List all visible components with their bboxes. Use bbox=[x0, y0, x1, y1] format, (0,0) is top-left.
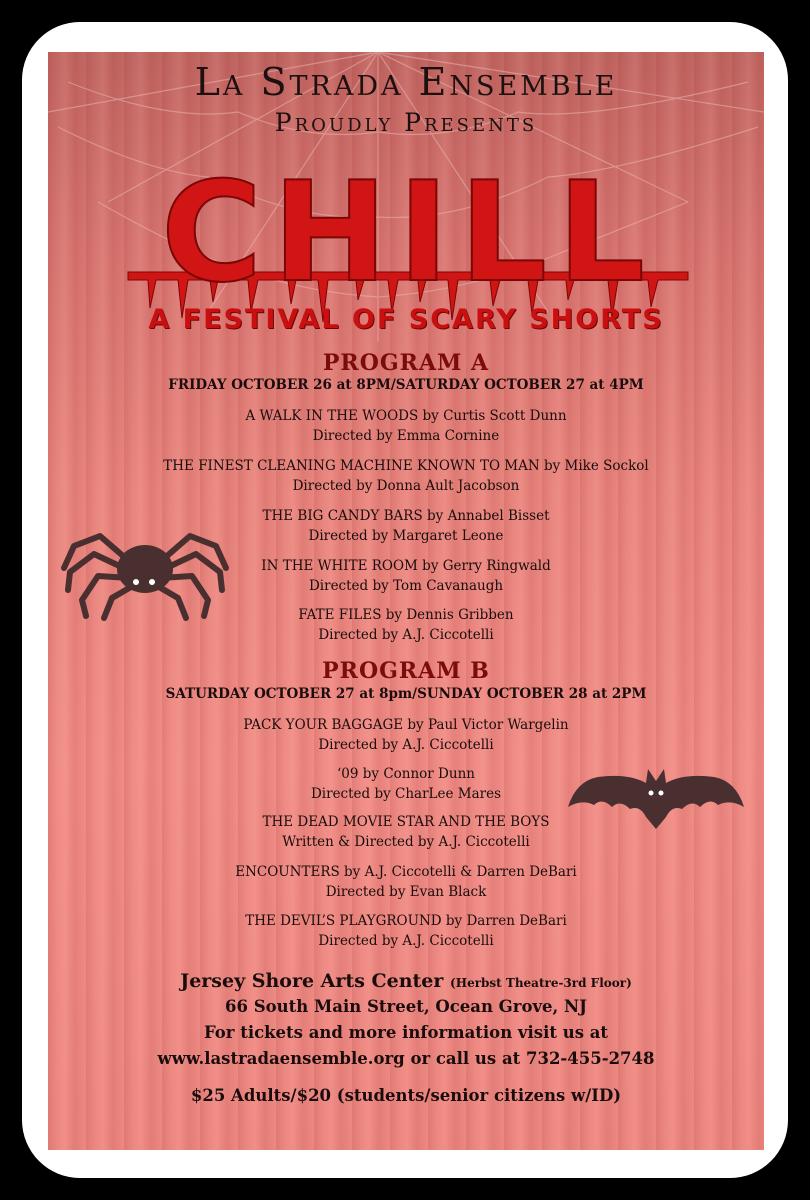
spider-icon bbox=[60, 524, 230, 624]
program-a-play-2 bbox=[48, 456, 764, 496]
tickets-info: For tickets and more information visit us at bbox=[203, 1023, 609, 1042]
play-director: Written & Directed by A.J. Ciccotelli bbox=[282, 834, 530, 850]
chill-text: CHILL bbox=[161, 162, 655, 313]
play-director: Directed by A.J. Ciccotelli bbox=[318, 933, 494, 949]
program-a-title: PROGRAM A bbox=[322, 350, 490, 376]
play-director: Directed by Margaret Leone bbox=[308, 528, 504, 544]
play-director: Directed by Donna Ault Jacobson bbox=[292, 478, 520, 494]
play-title: ENCOUNTERS by A.J. Ciccotelli & Darren DeBari bbox=[235, 864, 577, 880]
play-title: THE BIG CANDY BARS by Annabel Bisset bbox=[262, 508, 550, 524]
bat-icon bbox=[568, 767, 744, 839]
play-title: THE DEVIL’S PLAYGROUND by Darren DeBari bbox=[245, 913, 567, 929]
play-title: A WALK IN THE WOODS by Curtis Scott Dunn bbox=[245, 408, 567, 424]
play-director: Directed by A.J. Ciccotelli bbox=[318, 627, 494, 643]
venue-address: 66 South Main Street, Ocean Grove, NJ bbox=[225, 997, 587, 1016]
venue-name: Jersey Shore Arts Center bbox=[180, 970, 444, 992]
program-b-play-5 bbox=[48, 911, 764, 951]
play-title: PACK YOUR BAGGAGE by Paul Victor Wargelin bbox=[243, 717, 569, 733]
program-b-dates: SATURDAY OCTOBER 27 at 8pm/SUNDAY OCTOBER 28 at 2PM bbox=[165, 686, 647, 702]
play-director: Directed by A.J. Ciccotelli bbox=[318, 737, 494, 753]
program-a-dates: FRIDAY OCTOBER 26 at 8PM/SATURDAY OCTOBER 27 at 4PM bbox=[168, 377, 644, 393]
presents-line: Proudly Presents bbox=[274, 108, 538, 137]
play-director: Directed by Tom Cavanaugh bbox=[308, 578, 504, 594]
play-title: FATE FILES by Dennis Gribben bbox=[298, 607, 514, 623]
venue-line bbox=[48, 970, 764, 992]
play-director: Directed by Evan Black bbox=[325, 884, 487, 900]
play-title: IN THE WHITE ROOM by Gerry Ringwald bbox=[261, 558, 551, 574]
program-a-play-1 bbox=[48, 406, 764, 446]
play-title: THE FINEST CLEANING MACHINE KNOWN TO MAN by Mike Sockol bbox=[163, 458, 649, 474]
venue-note: (Herbst Theatre-3rd Floor) bbox=[450, 976, 632, 990]
ticket-prices: $25 Adults/$20 (students/senior citizens w/ID) bbox=[190, 1086, 622, 1105]
play-director: Directed by Emma Cornine bbox=[312, 428, 500, 444]
play-title: THE DEAD MOVIE STAR AND THE BOYS bbox=[262, 814, 550, 830]
chill-title bbox=[118, 162, 698, 322]
play-director: Directed by CharLee Mares bbox=[310, 786, 502, 802]
contact-info: www.lastradaensemble.org or call us at 732-455-2748 bbox=[157, 1049, 655, 1068]
program-b-title: PROGRAM B bbox=[322, 658, 490, 684]
program-b-play-1 bbox=[48, 715, 764, 755]
ensemble-name: La Strada Ensemble bbox=[194, 60, 618, 104]
play-title: ‘09 by Connor Dunn bbox=[337, 766, 475, 782]
poster bbox=[48, 52, 764, 1150]
festival-subtitle: A FESTIVAL OF SCARY SHORTS bbox=[148, 304, 664, 335]
program-b-play-4 bbox=[48, 862, 764, 902]
